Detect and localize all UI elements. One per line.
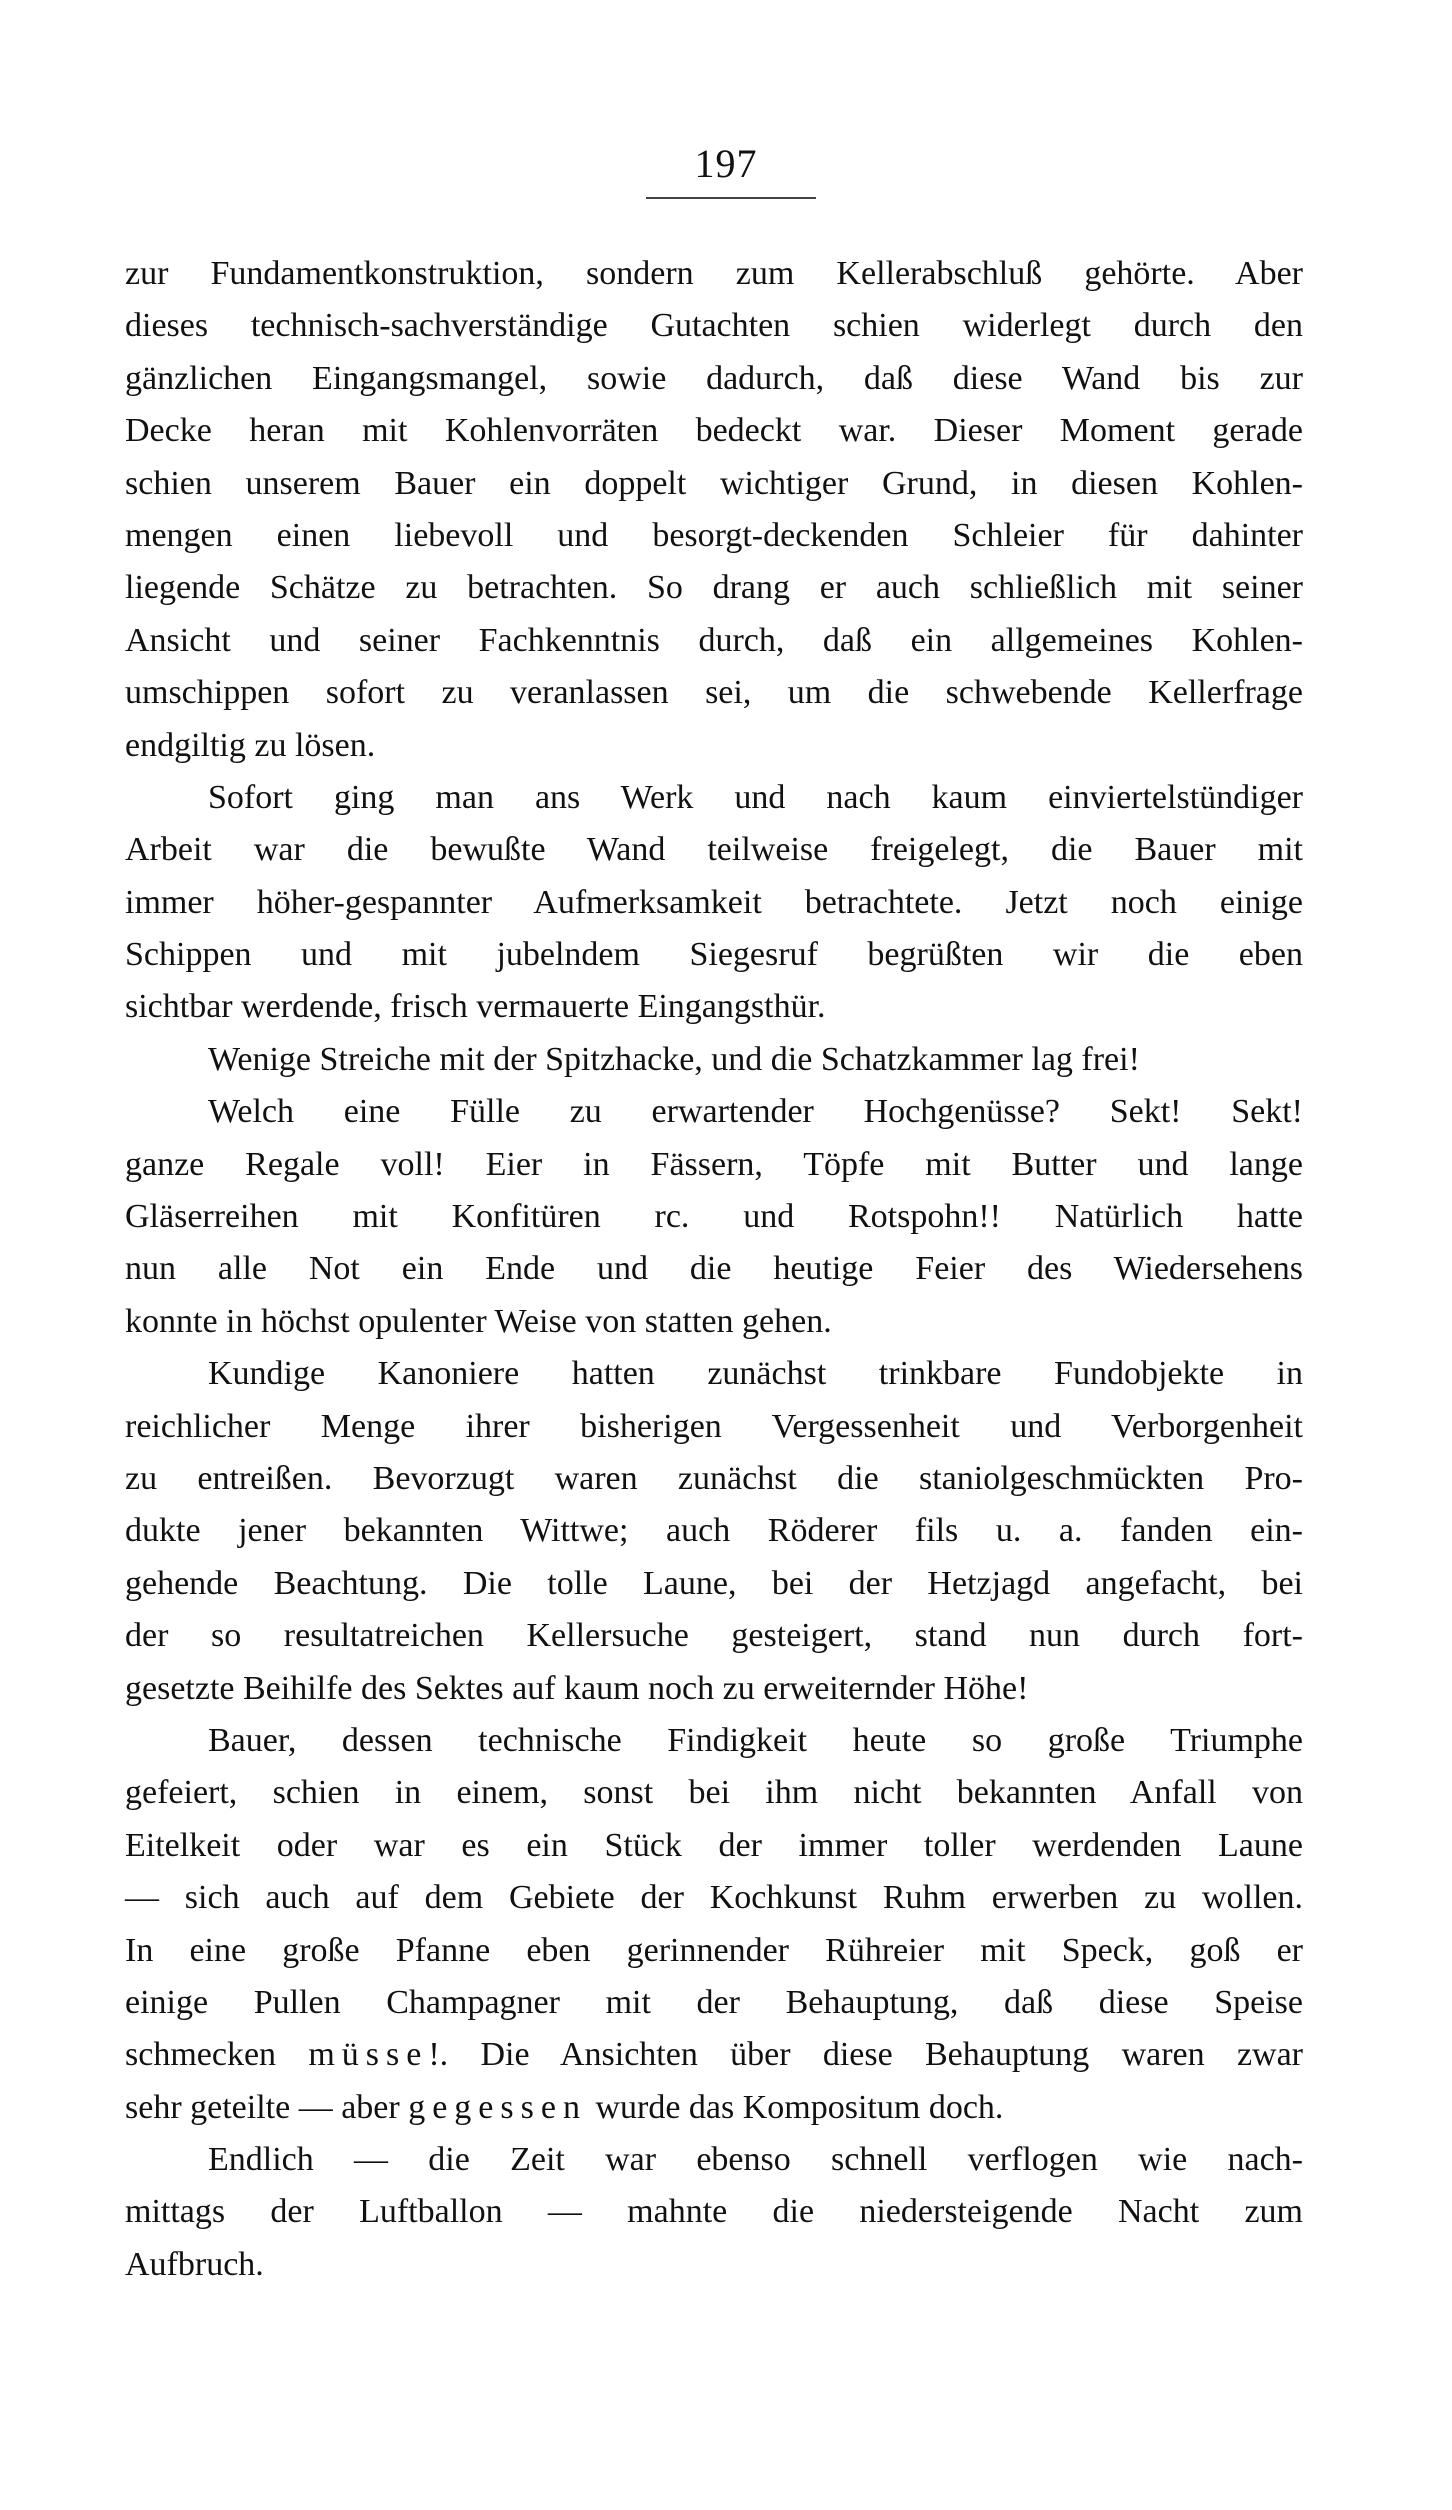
- text-line: [125, 1348, 1303, 1400]
- text-line: [125, 1872, 1303, 1924]
- text-line: [125, 1505, 1303, 1557]
- text-segment: zu entreißen. Bevorzugt waren zunächst die staniolgeschmückten Pro-: [125, 1459, 1303, 1497]
- paragraph: [125, 1034, 1303, 1086]
- text-segment: liegende Schätze zu betrachten. So drang er auch schließlich mit seiner: [125, 569, 1303, 607]
- text-line: [125, 2082, 1303, 2134]
- text-line: [125, 667, 1303, 719]
- spaced-emphasis: gegessen: [408, 2088, 587, 2126]
- text-segment: Ansicht und seiner Fachkenntnis durch, daß ein allgemeines Kohlen-: [125, 621, 1303, 659]
- text-segment: Arbeit war die bewußte Wand teilweise freigelegt, die Bauer mit: [125, 831, 1303, 869]
- text-line: [125, 1925, 1303, 1977]
- text-segment: sehr geteilte — aber: [125, 2088, 409, 2126]
- paragraph: [125, 1715, 1303, 2134]
- text-segment: — sich auch auf dem Gebiete der Kochkunst Ruhm erwerben zu wollen.: [125, 1879, 1303, 1917]
- text-segment: gefeiert, schien in einem, sonst bei ihm nicht bekannten Anfall von: [125, 1774, 1303, 1812]
- text-segment: mittags der Luftballon — mahnte die niedersteigende Nacht zum: [125, 2193, 1303, 2231]
- text-line: [125, 458, 1303, 510]
- page-number: 197: [694, 141, 758, 186]
- paragraph: [125, 1348, 1303, 1715]
- text-line: [125, 1820, 1303, 1872]
- text-line: [125, 1977, 1303, 2029]
- text-segment: Sofort ging man ans Werk und nach kaum einviertelstündiger: [208, 778, 1303, 816]
- text-segment: endgiltig zu lösen.: [125, 726, 376, 764]
- text-segment: konnte in höchst opulenter Weise von statten gehen.: [125, 1302, 832, 1340]
- text-segment: reichlicher Menge ihrer bisherigen Vergessenheit und Verborgenheit: [125, 1407, 1303, 1445]
- text-segment: dukte jener bekannten Wittwe; auch Röderer fils u. a. fanden ein-: [125, 1512, 1303, 1550]
- text-line: [125, 1401, 1303, 1453]
- text-segment: !. Die Ansichten über diese Behauptung waren zwar: [428, 2036, 1303, 2074]
- text-line: [125, 300, 1303, 352]
- text-segment: schien unserem Bauer ein doppelt wichtiger Grund, in diesen Kohlen-: [125, 464, 1303, 502]
- text-line: [125, 248, 1303, 300]
- text-segment: immer höher-gespannter Aufmerksamkeit betrachtete. Jetzt noch einige: [125, 883, 1303, 921]
- text-line: [125, 1663, 1303, 1715]
- text-segment: ganze Regale voll! Eier in Fässern, Töpfe mit Butter und lange: [125, 1145, 1303, 1183]
- text-line: [125, 1453, 1303, 1505]
- text-segment: gehende Beachtung. Die tolle Laune, bei der Hetzjagd angefacht, bei: [125, 1564, 1303, 1602]
- text-line: [125, 1767, 1303, 1819]
- text-line: [125, 1558, 1303, 1610]
- text-line: [125, 1034, 1303, 1086]
- text-line: [125, 1243, 1303, 1295]
- text-segment: zur Fundamentkonstruktion, sondern zum Kellerabschluß gehörte. Aber: [125, 255, 1303, 292]
- text-segment: dieses technisch-sachverständige Gutachten schien widerlegt durch den: [125, 307, 1303, 345]
- text-line: [125, 2029, 1303, 2081]
- text-line: [125, 562, 1303, 614]
- text-segment: Eitelkeit oder war es ein Stück der immer toller werdenden Laune: [125, 1826, 1303, 1864]
- text-line: [125, 720, 1303, 772]
- text-line: [125, 615, 1303, 667]
- text-segment: Decke heran mit Kohlenvorräten bedeckt war. Dieser Moment gerade: [125, 412, 1303, 450]
- text-segment: In eine große Pfanne eben gerinnender Rühreier mit Speck, goß er: [125, 1931, 1303, 1969]
- paragraph: [125, 248, 1303, 772]
- text-line: [125, 510, 1303, 562]
- paragraph: [125, 1086, 1303, 1348]
- text-segment: der so resultatreichen Kellersuche gesteigert, stand nun durch fort-: [125, 1617, 1303, 1655]
- text-segment: Aufbruch.: [125, 2245, 264, 2283]
- text-line: [125, 1610, 1303, 1662]
- text-line: [125, 877, 1303, 929]
- text-line: [125, 1296, 1303, 1348]
- text-line: [125, 1139, 1303, 1191]
- text-line: [125, 2186, 1303, 2238]
- text-segment: wurde das Kompositum doch.: [586, 2088, 1004, 2126]
- text-line: [125, 772, 1303, 824]
- text-segment: sichtbar werdende, frisch vermauerte Eingangsthür.: [125, 988, 826, 1026]
- spaced-emphasis: müsse: [308, 2036, 429, 2074]
- text-segment: nun alle Not ein Ende und die heutige Feier des Wiedersehens: [125, 1250, 1303, 1288]
- text-segment: Schippen und mit jubelndem Siegesruf begrüßten wir die eben: [125, 936, 1303, 974]
- text-line: [125, 1715, 1303, 1767]
- header-rule: [646, 197, 816, 199]
- text-segment: gänzlichen Eingangsmangel, sowie dadurch, daß diese Wand bis zur: [125, 359, 1303, 397]
- text-segment: Gläserreihen mit Konfitüren rc. und Rotspohn!! Natürlich hatte: [125, 1198, 1303, 1236]
- text-line: [125, 981, 1303, 1033]
- body-text: [125, 248, 1303, 2291]
- text-line: [125, 2239, 1303, 2291]
- paragraph: [125, 2134, 1303, 2291]
- text-line: [125, 1086, 1303, 1138]
- text-segment: Wenige Streiche mit der Spitzhacke, und die Schatzkammer lag frei!: [208, 1040, 1140, 1078]
- text-line: [125, 2134, 1303, 2186]
- text-segment: umschippen sofort zu veranlassen sei, um die schwebende Kellerfrage: [125, 674, 1303, 712]
- text-line: [125, 929, 1303, 981]
- text-segment: Kundige Kanoniere hatten zunächst trinkbare Fundobjekte in: [208, 1355, 1303, 1393]
- text-segment: Endlich — die Zeit war ebenso schnell verflogen wie nach-: [208, 2141, 1303, 2179]
- text-line: [125, 353, 1303, 405]
- text-segment: Welch eine Fülle zu erwartender Hochgenüsse? Sekt! Sekt!: [208, 1093, 1303, 1131]
- paragraph: [125, 772, 1303, 1034]
- text-line: [125, 824, 1303, 876]
- text-line: [125, 405, 1303, 457]
- text-segment: schmecken: [125, 2036, 309, 2074]
- text-line: [125, 1191, 1303, 1243]
- text-segment: Bauer, dessen technische Findigkeit heute so große Triumphe: [208, 1721, 1303, 1759]
- text-segment: gesetzte Beihilfe des Sektes auf kaum noch zu erweiternder Höhe!: [125, 1669, 1029, 1707]
- text-segment: einige Pullen Champagner mit der Behauptung, daß diese Speise: [125, 1983, 1303, 2021]
- text-segment: mengen einen liebevoll und besorgt-deckenden Schleier für dahinter: [125, 516, 1303, 554]
